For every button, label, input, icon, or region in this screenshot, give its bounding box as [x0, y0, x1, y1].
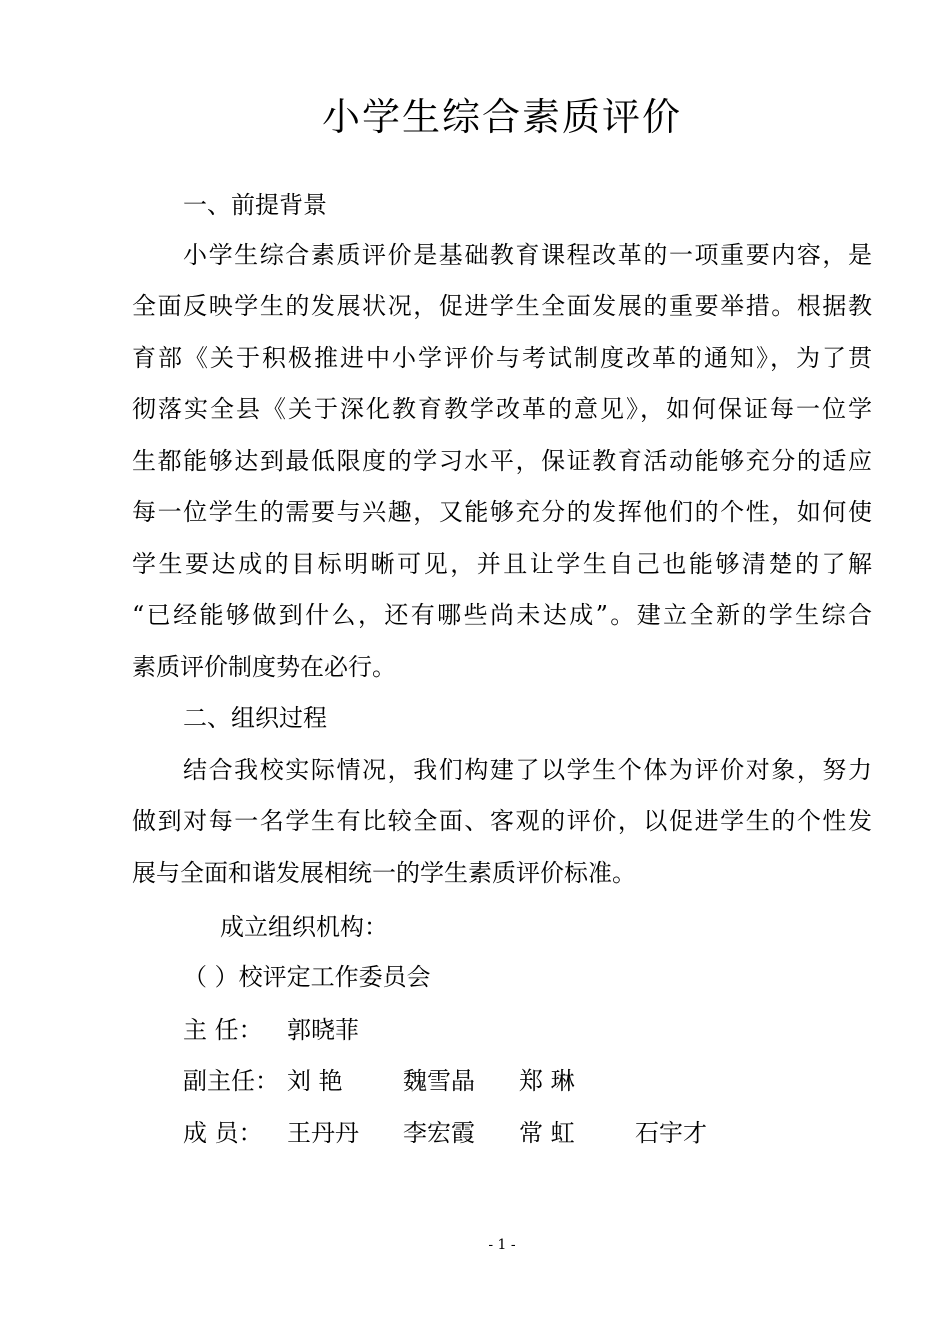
section2-line-2: 展与全面和谐发展相统一的学生素质评价标准。	[132, 859, 636, 887]
section1-line-1: 全面反映学生的发展状况，促进学生全面发展的重要举措。根据教	[132, 292, 872, 320]
document-title: 小学生综合素质评价	[321, 95, 682, 139]
director-label: 主 任：	[183, 1016, 263, 1044]
section1-line-7: “已经能够做到什么，还有哪些尚未达成”。建立全新的学生综合	[132, 601, 872, 629]
member-name-3: 石宇才	[635, 1119, 707, 1147]
page-number: - 1 -	[488, 1237, 516, 1253]
deputy-name-0: 刘 艳	[287, 1067, 343, 1095]
committee-name: （ ）校评定工作委员会	[183, 963, 431, 991]
deputy-name-2: 郑 琳	[519, 1067, 575, 1095]
director-name: 郭晓菲	[287, 1016, 359, 1044]
section1-line-3: 彻落实全县《关于深化教育教学改革的意见》，如何保证每一位学	[132, 395, 872, 423]
member-name-0: 王丹丹	[287, 1119, 359, 1147]
section2-line-0: 结合我校实际情况，我们构建了以学生个体为评价对象，努力	[183, 756, 872, 784]
section1-line-8: 素质评价制度势在必行。	[132, 653, 396, 681]
deputy-label: 副主任：	[183, 1067, 279, 1095]
member-name-2: 常 虹	[519, 1119, 575, 1147]
section1-line-5: 每一位学生的需要与兴趣，又能够充分的发挥他们的个性，如何使	[132, 498, 872, 526]
org-heading: 成立组织机构：	[220, 913, 388, 941]
member-name-1: 李宏霞	[403, 1119, 475, 1147]
members-label: 成 员：	[183, 1119, 263, 1147]
section1-line-4: 生都能够达到最低限度的学习水平，保证教育活动能够充分的适应	[132, 447, 872, 475]
section2-line-1: 做到对每一名学生有比较全面、客观的评价，以促进学生的个性发	[132, 807, 872, 835]
deputy-name-1: 魏雪晶	[403, 1067, 475, 1095]
section1-line-0: 小学生综合素质评价是基础教育课程改革的一项重要内容，是	[183, 241, 872, 269]
section1-line-2: 育部《关于积极推进中小学评价与考试制度改革的通知》，为了贯	[132, 344, 872, 372]
section1-line-6: 学生要达成的目标明晰可见，并且让学生自己也能够清楚的了解	[132, 550, 872, 578]
section2-heading: 二、组织过程	[183, 704, 327, 732]
section1-heading: 一、前提背景	[183, 191, 327, 219]
